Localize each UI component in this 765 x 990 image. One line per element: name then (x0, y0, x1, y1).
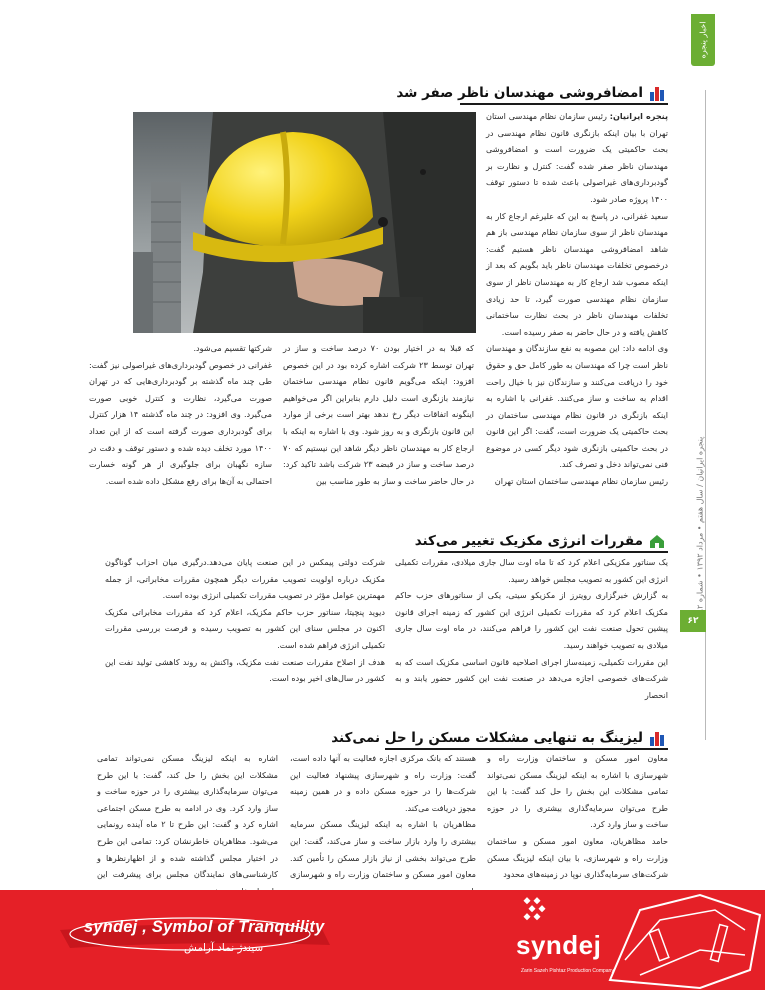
page-number: ۶۲ (680, 610, 706, 632)
article-3-headline: لیزینگ به تنهایی مشکلات مسکن را حل نمی‌کند (331, 730, 643, 746)
article-2-col-left: شرکت دولتی پیمکس در این صنعت پایان می‌دهد.درگیری میان احزاب گوناگون مکزیک درباره اولویت تصویب مقررات دیگر همچون مقررات مخابراتی، از جمله مهمترین عوامل مؤثر در تصویب مقررات تکمیلی انرژی بوده است. دیوید پنچیتا، سناتور حزب حاکم مکزیک، اعلام کرد که مقررات مخابراتی مکزیک اکنون در مجلس سنای این کشور به تصویب رسیده و فرصت بررسی مقررات تکمیلی انرژی فراهم شده است. هدف از اصلاح مقررات صنعت نفت مکزیک، واکنش به روند کاهشی تولید نفت این کشور در سال‌های اخیر بوده است. (105, 557, 385, 684)
article-1-rule (460, 103, 668, 105)
side-rule (705, 90, 706, 740)
hard-hat-photo (133, 112, 476, 333)
article-1-headline: امضافروشی مهندسان ناظر صفر شد (396, 85, 643, 101)
article-3-col-mid: هستند که بانک مرکزی اجازه فعالیت به آنها داده است، گفت: وزارت راه و شهرسازی پیشنهاد فعالیت این شرکت‌ها را در حوزه مسکن داده و در همین زمینه مجوز دریافت می‌کند. مظاهریان با اشاره به اینکه لیزینگ مسکن سرمایه بیشتری را وارد بازار ساخت و ساز می‌کند، گفت: این طرح می‌تواند بخشی از نیاز بازار مسکن را تأمین کند. معاون امور مسکن و ساختمان وزارت راه و شهرسازی (290, 753, 476, 880)
section-tab: اخبار پنجره (691, 14, 715, 66)
article-3-col-right: معاون امور مسکن و ساختمان وزارت راه و شهرسازی با اشاره به اینکه لیزینگ مسکن نمی‌تواند تمامی مشکلات این بخش را حل کند گفت: با این طرح می‌توان سرمایه‌گذاری بیشتری را در حوزه ساخت و ساز وارد کرد. حامد مظاهریان، معاون امور مسکن و ساختمان وزارت راه و شهرسازی، با بیان اینکه لیزینگ مسکن شرکت‌های سرمایه‌گذاری نوپا در زمینه‌های محدود (487, 753, 668, 880)
article-3-headline-row (331, 727, 665, 749)
house-icon (649, 533, 665, 549)
article-1-col-left: شرکتها تقسیم می‌شود. غفرانی در خصوص گودبرداری‌های غیراصولی نیز گفت: طی چند ماه گذشته بر گودبرداری‌هایی که در تهران صورت می‌گیرد، نظارت و کنترل خوبی صورت می‌گیرد. وی افزود: در چند ماه گذشته ۱۴ هزار کنترل برای گودبرداری صورت گرفته است که از این تعداد ۱۴۰۰ مورد تخلف دیده شده و دستور توقف و دقت در سازه نگهبان برای جلوگیری از هر گونه خسارت احتمالی به آن‌ها برای رفع مشکل داده شده است. (89, 343, 273, 486)
article-1-col-mid: که قبلا به در اختیار بودن ۷۰ درصد ساخت و ساز در تهران توسط ۲۳ شرکت اشاره کرده بود در این خصوص افزود: اینکه می‌گویم قانون نظام مهندسی ساختمان نیازمند بازنگری است دلیل دارم بنابراین اگر می‌خواهیم اینگونه اتفاقات دیگر رخ ندهد بهتر است برخی از موارد این قانون بازنگری و به روز شود. وی با اشاره به اینکه با ارجاع کار به مهندسان ناظر دیگر شاهد این نیستیم که ۷۰ درصد ساخت و ساز در قبضه ۲۳ شرکت باشد تاکید کرد: در حال حاضر ساخت و ساز به طور مناسب بین (283, 343, 474, 486)
article-2-rule (438, 551, 668, 553)
footer-decoration (0, 890, 765, 990)
article-2-headline: مقررات انرژی مکزیک تغییر می‌کند (414, 533, 643, 549)
footer-tagline-fa: سیندژ نماد آرامش (184, 942, 264, 954)
hard-hat-image (133, 112, 476, 333)
footer-tagline: syndej , Symbol of Tranquility (84, 918, 325, 936)
syndej-logo: syndej (516, 930, 602, 960)
article-1-headline-row (396, 82, 665, 104)
folio: پنجره ایرانیان / سال هفتم • مرداد ۱۳۹۲ • شماره (695, 436, 705, 603)
article-1-col-right: پنجره ایرانیان: رئیس سازمان نظام مهندسی استان تهران با بیان اینکه بازنگری قانون نظام مهندسی در بحث حاکمیتی یک ضرورت است و امضافروشی مهندسان ناظر صفر شده گفت: کنترل و نظارت بر گودبرداری‌های غیراصولی باعث شده تا دستور توقف ۱۴۰۰ پروژه صادر شود. سعید غفرانی، در پاسخ به این که علیرغم ارجاع کار به مهندسان ناظر از سوی سازمان نظام مهندسی باز هم شاهد امضافروشی مهندسان ناظر هستیم گفت: درخصوص تخلفات مهندسان ناظر باید بگویم که بعد از اینکه مصوب شد ارجاع کار به مهندسان ناظر از سوی سازمان نظام مهندسی صورت گیرد، تا حد زیادی تخلفات مهندسان ناظر در بحث نظارت ساختمانی کاهش یافته و در حال حاضر به صفر رسیده است. وی ادامه داد: این مصوبه به نفع سازندگان و مهندسان ناظر است چرا که مهندسان به طور کامل حق و حقوق خود را دریافت می‌کنند و سازندگان نیز با خیال راحت اقدام به ساخت و ساز می‌کنند. غفرانی با اشاره به اینکه بازنگری در قانون نظام مهندسی ساختمان در بحث حاکمیتی یک ضرورت است، گفت: اگر این قانون در بحث حاکمیتی بازنگری شود دیگر کسی در موضوع فنی نمی‌تواند دخل و تصرف کند. رئیس سازمان نظام مهندسی ساختمان استان تهران (486, 111, 668, 487)
article-2-col-right: یک سناتور مکزیکی اعلام کرد که تا ماه اوت سال جاری میلادی، مقررات تکمیلی انرژی این کشور به تصویب مجلس خواهد رسید. به گزارش خبرگزاری رویترز از مکزیکو سیتی، یکی از سناتورهای حزب حاکم مکزیک اعلام کرد که مقررات تکمیلی انرژی این کشور که زمینه اجرای قانون پیشین تحول صنعت نفت این کشور را فراهم می‌کنند، در ماه اوت سال جاری میلادی به تصویب خواهند رسید. این مقررات تکمیلی، زمینه‌ساز اجرای اصلاحیه قانون اساسی مکزیک است که به شرکت‌های خصوصی اجازه می‌دهد در صنعت نفت این کشور حضور یابند و به انحصار (395, 557, 668, 700)
syndej-company-name: Zarin Sazeh Pishtaz Production Company (521, 968, 614, 974)
footer-advertisement (0, 890, 765, 990)
building-chart-icon (649, 85, 665, 101)
building-chart-icon (649, 730, 665, 746)
article-3-col-left: اشاره به اینکه لیزینگ مسکن نمی‌تواند تمامی مشکلات این بخش را حل کند، گفت: با این طرح می‌توان سرمایه‌گذاری بیشتری را در حوزه ساخت و ساز وارد کرد. وی در ادامه به طرح مسکن اجتماعی اشاره کرد و گفت: این طرح تا ۲ ماه آینده رونمایی می‌شود. مظاهریان خاطرنشان کرد: تمامی این طرح در اختیار مجلس گذاشته شده و از اظهارنظرها و کارشناسی‌های نمایندگان مجلس برای پیشرفت این (97, 753, 278, 880)
article-2-headline-row (415, 530, 665, 552)
